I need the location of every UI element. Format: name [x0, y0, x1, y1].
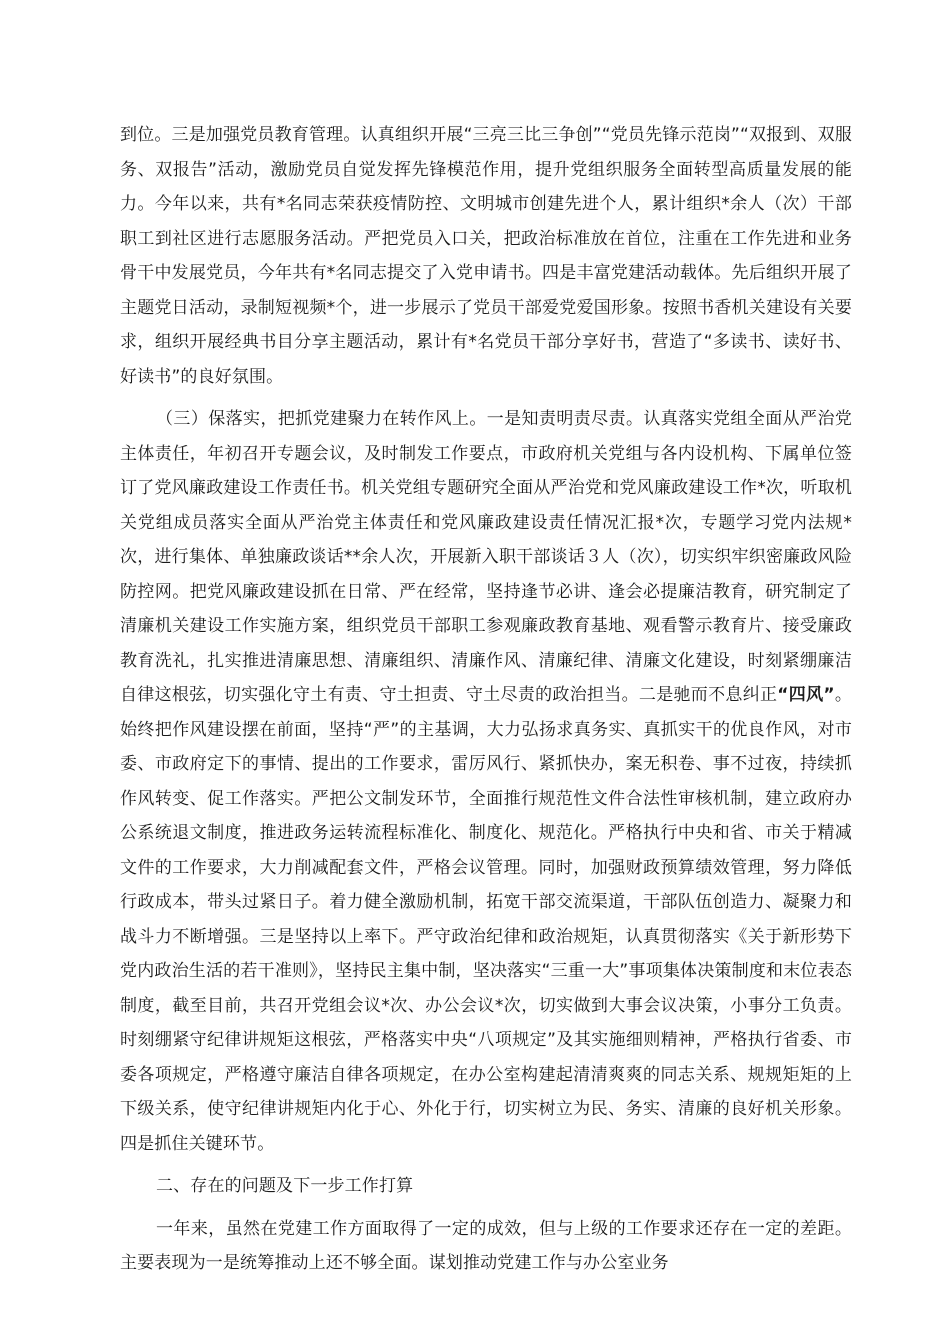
- document-body: [120, 118, 852, 1289]
- paragraph-text: （三）保落实，把抓党建聚力在转作风上。一是知责明责尽责。认真落实党组全面从严治党主体责任，年初召开专题会议，及时制发工作要点，市政府机关党组与各内设机构、下属单位签订了党风廉政建设工作责任书。机关党组专题研究全面从严治党和党风廉政建设工作*次，听取机关党组成员落实全面从严治党主体责任和党风廉政建设责任情况汇报*次，专题学习党内法规*次，进行集体、单独廉政谈话**余人次，开展新入职干部谈话３人（次），切实织牢织密廉政风险防控网。把党风廉政建设抓在日常、严在经常，坚持逢节必讲、逢会必提廉洁教育，研究制定了清廉机关建设工作实施方案，组织党员干部职工参观廉政教育基地、观看警示教育片、接受廉政教育洗礼，扎实推进清廉思想、清廉组织、清廉作风、清廉纪律、清廉文化建设，时刻紧绷廉洁自律这根弦，切实强化守土有责、守土担责、守土尽责的政治担当。二是驰而不息纠正: [120, 409, 852, 705]
- bold-phrase: “四风”: [777, 685, 835, 705]
- body-paragraph: 到位。三是加强党员教育管理。认真组织开展“三亮三比三争创”“党员先锋示范岗”“双报到、双服务、双报告”活动，激励党员自觉发挥先锋模范作用，提升党组织服务全面转型高质量发展的能力。今年以来，共有*名同志荣获疫情防控、文明城市创建先进个人，累计组织*余人（次）干部职工到社区进行志愿服务活动。严把党员入口关，把政治标准放在首位，注重在工作先进和业务骨干中发展党员，今年共有*名同志提交了入党申请书。四是丰富党建活动载体。先后组织开展了主题党日活动，录制短视频*个，进一步展示了党员干部爱党爱国形象。按照书香机关建设有关要求，组织开展经典书目分享主题活动，累计有*名党员干部分享好书，营造了“多读书、读好书、好读书”的良好氛围。: [120, 125, 852, 387]
- body-paragraph: 一年来，虽然在党建工作方面取得了一定的成效，但与上级的工作要求还存在一定的差距。主要表现为一是统筹推动上还不够全面。谋划推动党建工作与办公室业务: [120, 1218, 852, 1273]
- section-heading: 二、存在的问题及下一步工作打算: [156, 1176, 414, 1196]
- paragraph-text: 。始终把作风建设摆在前面，坚持“严”的主基调，大力弘扬求真务实、真抓实干的优良作风，对市委、市政府定下的事情、提出的工作要求，雷厉风行、紧抓快办，案无积卷、事不过夜，持续抓作风转变、促工作落实。严把公文制发环节，全面推行规范性文件合法性审核机制，建立政府办公系统退文制度，推进政务运转流程标准化、制度化、规范化。严格执行中央和省、市关于精减文件的工作要求，大力削减配套文件，严格会议管理。同时，加强财政预算绩效管理，努力降低行政成本，带头过紧日子。着力健全激励机制，拓宽干部交流渠道，干部队伍创造力、凝聚力和战斗力不断增强。三是坚持以上率下。严守政治纪律和政治规矩，认真贯彻落实《关于新形势下党内政治生活的若干准则》，坚持民主集中制，坚决落实“三重一大”事项集体决策制度和末位表态制度，截至目前，共召开党组会议*次、办公会议*次，切实做到大事会议决策，小事分工负责。时刻绷紧守纪律讲规矩这根弦，严格落实中央“八项规定”及其实施细则精神，严格执行省委、市委各项规定，严格遵守廉洁自律各项规定，在办公室构建起清清爽爽的同志关系、规规矩矩的上下级关系，使守纪律讲规矩内化于心、外化于行，切实树立为民、务实、清廉的良好机关形象。四是抓住关键环节。: [120, 685, 852, 1154]
- body-paragraph: [120, 402, 852, 1161]
